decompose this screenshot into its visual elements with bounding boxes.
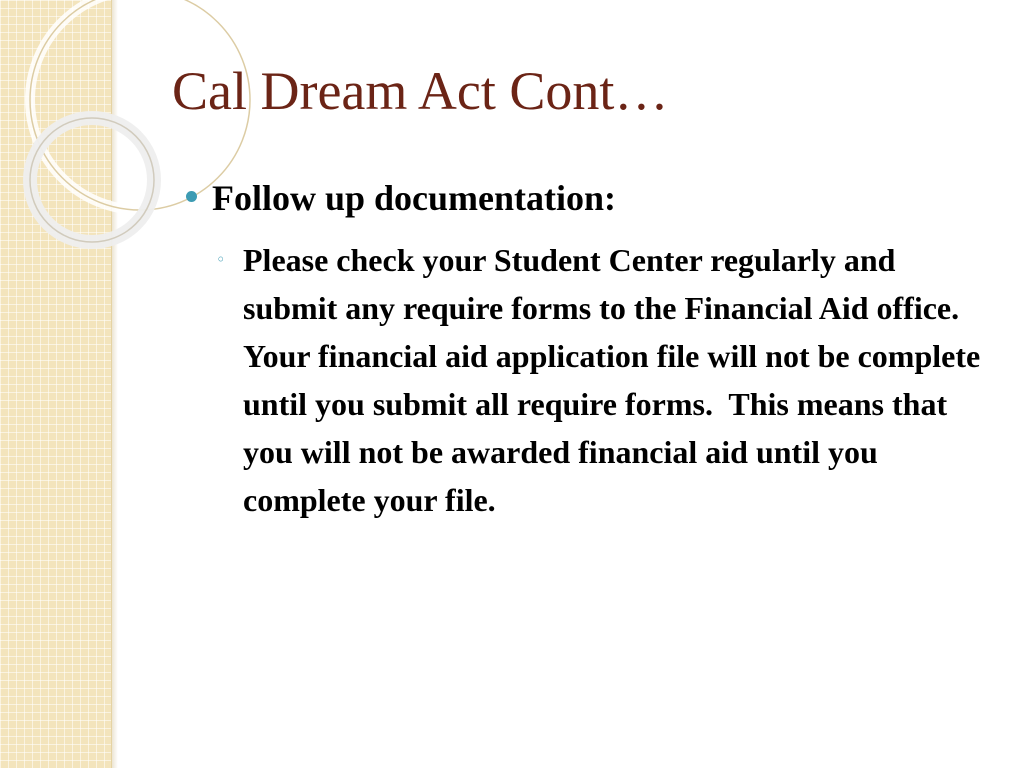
sub-bullet-text: Please check your Student Center regularly and submit any require forms to the Financial Aid office. Your financial aid application file will not be complete until you submit all require forms. This means that you will not be awarded financial aid until you complete your file. [243, 242, 989, 518]
hollow-circle-bullet-icon: ◦ [216, 250, 226, 269]
bullet-item-follow-up [186, 176, 616, 220]
filled-circle-bullet-icon [186, 191, 197, 202]
slide-title: Cal Dream Act Cont… [172, 61, 669, 121]
sub-bullet-item [216, 236, 989, 524]
decorative-rings-icon [0, 0, 220, 260]
bullet-text: Follow up documentation: [212, 178, 617, 218]
